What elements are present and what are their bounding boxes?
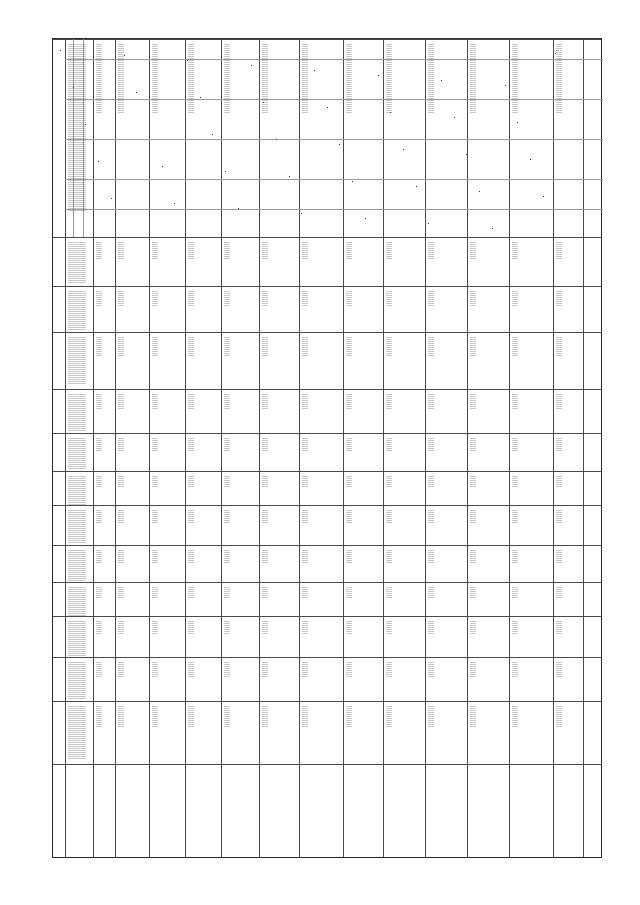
cell-text-block xyxy=(68,291,86,330)
cell-text-block xyxy=(96,394,102,409)
cell-text-block xyxy=(118,476,124,488)
cell-text-block xyxy=(68,662,86,699)
cell-text-block xyxy=(68,550,86,581)
header-mark xyxy=(403,149,404,150)
cell-text-block xyxy=(118,662,124,677)
cell-text-block xyxy=(512,476,518,488)
cell-text-block xyxy=(68,438,86,470)
cell-text-block xyxy=(512,621,518,635)
cell-text-block xyxy=(346,242,352,259)
cell-text-block xyxy=(386,476,392,488)
cell-text-block xyxy=(118,337,124,357)
cell-text-block xyxy=(68,44,86,212)
cell-text-block xyxy=(188,337,194,357)
cell-text-block xyxy=(386,587,392,599)
header-mark xyxy=(517,122,518,123)
cell-text-block xyxy=(96,337,102,357)
header-mark xyxy=(136,92,137,93)
header-mark xyxy=(479,191,480,192)
cell-text-block xyxy=(556,476,562,488)
cell-text-block xyxy=(152,438,158,451)
header-mark xyxy=(543,196,544,197)
cell-text-block xyxy=(188,291,194,307)
col-divider xyxy=(149,39,150,857)
cell-text-block xyxy=(262,394,268,409)
cell-text-block xyxy=(386,242,392,259)
header-mark xyxy=(505,85,506,86)
cell-text-block xyxy=(512,394,518,409)
row-divider xyxy=(53,545,601,546)
cell-text-block xyxy=(96,587,102,599)
cell-text-block xyxy=(152,44,158,113)
header-mark xyxy=(314,70,315,71)
cell-text-block xyxy=(152,587,158,599)
cell-text-block xyxy=(96,550,102,563)
cell-text-block xyxy=(428,550,434,563)
row-divider xyxy=(53,237,601,238)
cell-text-block xyxy=(428,438,434,451)
col-divider xyxy=(467,39,468,857)
header-mark xyxy=(327,107,328,108)
cell-text-block xyxy=(118,242,124,259)
cell-text-block xyxy=(152,706,158,728)
cell-text-block xyxy=(470,337,476,357)
header-mark xyxy=(162,166,163,167)
cell-text-block xyxy=(188,587,194,599)
cell-text-block xyxy=(224,706,230,728)
cell-text-block xyxy=(96,510,102,524)
header-mark xyxy=(365,218,366,219)
cell-text-block xyxy=(68,337,86,385)
cell-text-block xyxy=(224,394,230,409)
header-mark xyxy=(466,154,467,155)
cell-text-block xyxy=(262,291,268,307)
cell-text-block xyxy=(224,438,230,451)
cell-text-block xyxy=(346,438,352,451)
cell-text-block xyxy=(512,291,518,307)
cell-text-block xyxy=(118,706,124,728)
cell-text-block xyxy=(556,337,562,357)
cell-text-block xyxy=(386,621,392,635)
table-sheet xyxy=(52,38,602,858)
cell-text-block xyxy=(118,587,124,599)
cell-text-block xyxy=(118,550,124,563)
cell-text-block xyxy=(188,510,194,524)
cell-text-block xyxy=(470,510,476,524)
cell-text-block xyxy=(96,706,102,728)
cell-text-block xyxy=(346,291,352,307)
cell-text-block xyxy=(556,510,562,524)
cell-text-block xyxy=(386,291,392,307)
cell-text-block xyxy=(346,621,352,635)
col-divider xyxy=(553,39,554,857)
cell-text-block xyxy=(188,706,194,728)
cell-text-block xyxy=(428,394,434,409)
header-mark xyxy=(454,117,455,118)
col-divider xyxy=(509,39,510,857)
row-divider xyxy=(53,286,601,287)
cell-text-block xyxy=(556,662,562,677)
cell-text-block xyxy=(428,337,434,357)
cell-text-block xyxy=(68,394,86,431)
cell-text-block xyxy=(346,510,352,524)
row-divider xyxy=(53,616,601,617)
cell-text-block xyxy=(512,242,518,259)
cell-text-block xyxy=(262,438,268,451)
cell-text-block xyxy=(428,476,434,488)
cell-text-block xyxy=(470,621,476,635)
cell-text-block xyxy=(302,438,308,451)
cell-text-block xyxy=(512,510,518,524)
col-divider xyxy=(65,39,66,857)
cell-text-block xyxy=(302,337,308,357)
cell-text-block xyxy=(512,587,518,599)
cell-text-block xyxy=(188,44,194,113)
cell-text-block xyxy=(556,44,562,113)
row-divider xyxy=(53,389,601,390)
header-mark xyxy=(73,87,74,88)
cell-text-block xyxy=(224,337,230,357)
cell-text-block xyxy=(428,291,434,307)
header-rule xyxy=(65,209,603,210)
cell-text-block xyxy=(152,394,158,409)
header-mark xyxy=(200,97,201,98)
cell-text-block xyxy=(346,550,352,563)
cell-text-block xyxy=(152,510,158,524)
cell-text-block xyxy=(96,242,102,259)
cell-text-block xyxy=(224,550,230,563)
row-divider xyxy=(53,764,601,765)
cell-text-block xyxy=(512,662,518,677)
header-mark xyxy=(149,129,150,130)
cell-text-block xyxy=(556,242,562,259)
cell-text-block xyxy=(302,550,308,563)
cell-text-block xyxy=(512,706,518,728)
cell-text-block xyxy=(386,337,392,357)
header-mark xyxy=(416,186,417,187)
cell-text-block xyxy=(302,44,308,113)
header-mark xyxy=(174,203,175,204)
cell-text-block xyxy=(96,476,102,488)
col-divider xyxy=(425,39,426,857)
cell-text-block xyxy=(152,662,158,677)
cell-text-block xyxy=(224,662,230,677)
cell-text-block xyxy=(152,291,158,307)
cell-text-block xyxy=(470,587,476,599)
cell-text-block xyxy=(262,706,268,728)
col-divider xyxy=(383,39,384,857)
header-mark xyxy=(352,181,353,182)
cell-text-block xyxy=(346,662,352,677)
row-divider xyxy=(53,433,601,434)
cell-text-block xyxy=(428,662,434,677)
header-mark xyxy=(212,134,213,135)
cell-text-block xyxy=(302,476,308,488)
cell-text-block xyxy=(470,242,476,259)
cell-text-block xyxy=(428,44,434,113)
col-divider xyxy=(115,39,116,857)
cell-text-block xyxy=(556,706,562,728)
header-mark xyxy=(60,50,61,51)
cell-text-block xyxy=(152,476,158,488)
header-mark xyxy=(263,102,264,103)
cell-text-block xyxy=(224,291,230,307)
cell-text-block xyxy=(152,242,158,259)
cell-text-block xyxy=(152,337,158,357)
col-divider xyxy=(221,39,222,857)
cell-text-block xyxy=(302,242,308,259)
cell-text-block xyxy=(96,44,102,113)
cell-text-block xyxy=(96,662,102,677)
cell-text-block xyxy=(346,337,352,357)
cell-text-block xyxy=(152,550,158,563)
col-divider xyxy=(259,39,260,857)
cell-text-block xyxy=(152,621,158,635)
cell-text-block xyxy=(512,550,518,563)
cell-text-block xyxy=(96,438,102,451)
cell-text-block xyxy=(96,291,102,307)
cell-text-block xyxy=(224,587,230,599)
cell-text-block xyxy=(346,476,352,488)
cell-text-block xyxy=(302,394,308,409)
header-mark xyxy=(276,139,277,140)
cell-text-block xyxy=(386,510,392,524)
cell-text-block xyxy=(224,621,230,635)
header-mark xyxy=(492,228,493,229)
row-divider xyxy=(53,657,601,658)
cell-text-block xyxy=(470,44,476,113)
cell-text-block xyxy=(470,438,476,451)
cell-text-block xyxy=(188,242,194,259)
cell-text-block xyxy=(470,706,476,728)
header-rule xyxy=(65,99,603,100)
cell-text-block xyxy=(346,706,352,728)
cell-text-block xyxy=(556,621,562,635)
row-divider xyxy=(53,701,601,702)
cell-text-block xyxy=(188,662,194,677)
cell-text-block xyxy=(428,587,434,599)
cell-text-block xyxy=(118,438,124,451)
cell-text-block xyxy=(96,621,102,635)
cell-text-block xyxy=(428,621,434,635)
header-mark xyxy=(339,144,340,145)
cell-text-block xyxy=(386,550,392,563)
cell-text-block xyxy=(512,438,518,451)
cell-text-block xyxy=(118,510,124,524)
cell-text-block xyxy=(556,394,562,409)
cell-text-block xyxy=(224,242,230,259)
col-divider xyxy=(583,39,584,857)
cell-text-block xyxy=(224,44,230,113)
header-mark xyxy=(238,208,239,209)
cell-text-block xyxy=(262,550,268,563)
cell-text-block xyxy=(188,438,194,451)
cell-text-block xyxy=(470,662,476,677)
col-divider xyxy=(93,39,94,857)
cell-text-block xyxy=(68,621,86,656)
cell-text-block xyxy=(346,587,352,599)
cell-text-block xyxy=(262,587,268,599)
cell-text-block xyxy=(224,510,230,524)
cell-text-block xyxy=(302,291,308,307)
header-mark xyxy=(85,124,86,125)
row-divider xyxy=(53,39,601,40)
cell-text-block xyxy=(68,476,86,505)
cell-text-block xyxy=(512,44,518,113)
header-mark xyxy=(390,112,391,113)
cell-text-block xyxy=(556,550,562,563)
cell-text-block xyxy=(346,44,352,113)
header-mark xyxy=(187,60,188,61)
cell-text-block xyxy=(188,476,194,488)
cell-text-block xyxy=(68,706,86,760)
header-mark xyxy=(555,53,556,54)
cell-text-block xyxy=(224,476,230,488)
header-mark xyxy=(301,213,302,214)
cell-text-block xyxy=(556,587,562,599)
col-divider xyxy=(299,39,300,857)
cell-text-block xyxy=(262,242,268,259)
cell-text-block xyxy=(556,438,562,451)
cell-text-block xyxy=(302,662,308,677)
col-divider xyxy=(185,39,186,857)
cell-text-block xyxy=(262,662,268,677)
header-mark xyxy=(98,161,99,162)
cell-text-block xyxy=(68,510,86,544)
cell-text-block xyxy=(302,587,308,599)
header-mark xyxy=(378,75,379,76)
header-mark xyxy=(289,176,290,177)
cell-text-block xyxy=(262,510,268,524)
row-divider xyxy=(53,471,601,472)
cell-text-block xyxy=(262,337,268,357)
cell-text-block xyxy=(188,394,194,409)
cell-text-block xyxy=(428,242,434,259)
cell-text-block xyxy=(262,476,268,488)
cell-text-block xyxy=(470,394,476,409)
header-mark xyxy=(441,80,442,81)
cell-text-block xyxy=(188,550,194,563)
header-rule xyxy=(65,179,603,180)
cell-text-block xyxy=(428,706,434,728)
cell-text-block xyxy=(118,291,124,307)
header-rule xyxy=(65,139,603,140)
cell-text-block xyxy=(302,706,308,728)
cell-text-block xyxy=(68,242,86,284)
cell-text-block xyxy=(470,550,476,563)
cell-text-block xyxy=(470,291,476,307)
col-divider xyxy=(343,39,344,857)
header-mark xyxy=(111,198,112,199)
cell-text-block xyxy=(262,621,268,635)
cell-text-block xyxy=(386,706,392,728)
cell-text-block xyxy=(386,44,392,113)
header-mark xyxy=(251,65,252,66)
cell-text-block xyxy=(68,587,86,616)
row-divider xyxy=(53,582,601,583)
row-divider xyxy=(53,332,601,333)
cell-text-block xyxy=(386,394,392,409)
cell-text-block xyxy=(386,438,392,451)
row-divider xyxy=(53,505,601,506)
header-mark xyxy=(225,171,226,172)
header-mark xyxy=(124,55,125,56)
cell-text-block xyxy=(556,291,562,307)
header-rule xyxy=(65,59,603,60)
cell-text-block xyxy=(470,476,476,488)
cell-text-block xyxy=(118,621,124,635)
cell-text-block xyxy=(118,394,124,409)
cell-text-block xyxy=(386,662,392,677)
header-mark xyxy=(428,223,429,224)
header-mark xyxy=(530,159,531,160)
cell-text-block xyxy=(346,394,352,409)
cell-text-block xyxy=(512,337,518,357)
cell-text-block xyxy=(188,621,194,635)
cell-text-block xyxy=(302,621,308,635)
cell-text-block xyxy=(428,510,434,524)
cell-text-block xyxy=(302,510,308,524)
